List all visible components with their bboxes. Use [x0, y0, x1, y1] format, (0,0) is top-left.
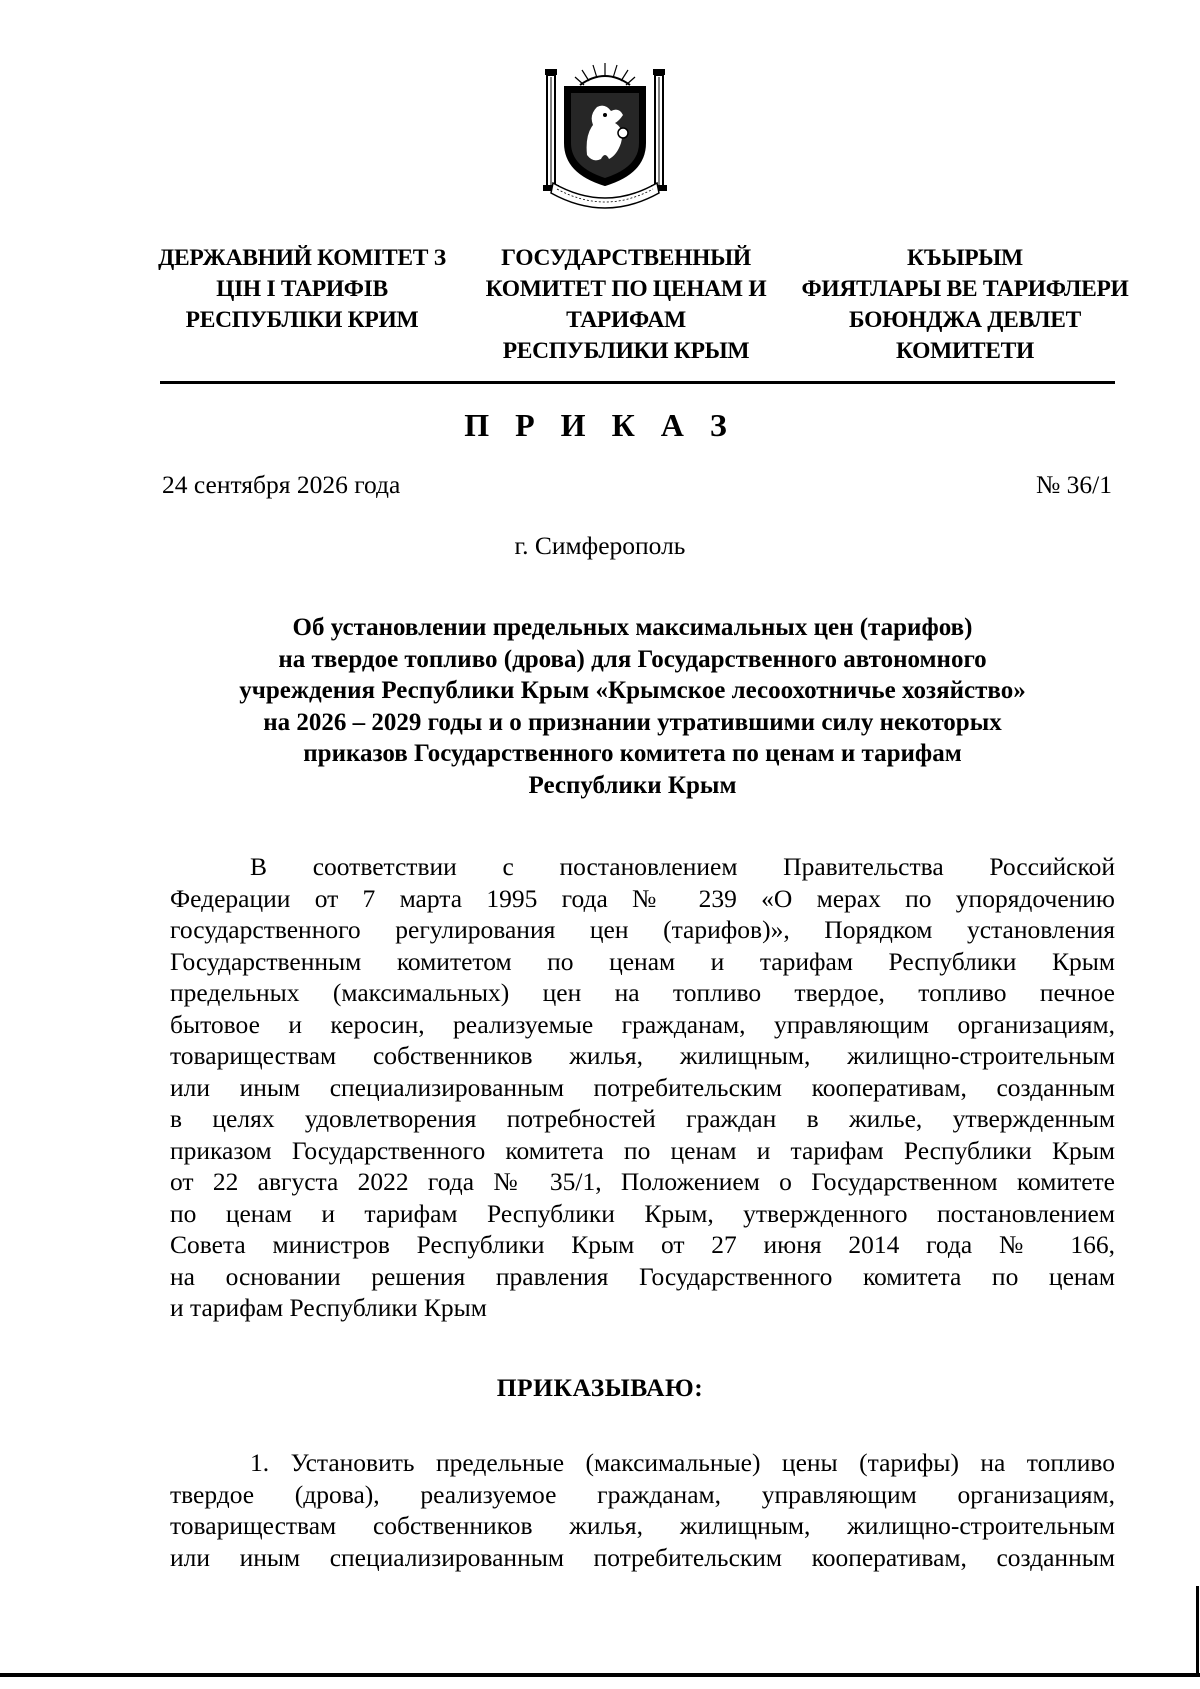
header-ua-line: ЦІН І ТАРИФІВ [216, 276, 388, 302]
scan-bottom-edge [0, 1673, 1200, 1677]
preamble-line: товариществам собственников жилья, жилищным, жилищно-строительным [170, 1041, 1115, 1070]
header-ukrainian-name [152, 243, 452, 336]
preamble-paragraph [170, 851, 1115, 1324]
header-ua-line: ДЕРЖАВНИЙ КОМІТЕТ З [158, 245, 446, 271]
preamble-line: Государственным комитетом по ценам и тарифам Республики Крым [170, 946, 1115, 976]
order-item-1 [170, 1447, 1115, 1573]
preamble-line: от 22 августа 2022 года № 35/1, Положением о Государственном комитете [170, 1167, 1115, 1196]
header-ct-line: КЪЫРЫМ [907, 245, 1023, 271]
item-line: твердое (дрова), реализуемое гражданам, управляющим организациям, [170, 1479, 1115, 1509]
header-russian-name [476, 243, 776, 367]
header-ru-line: РЕСПУБЛИКИ КРЫМ [502, 338, 750, 364]
header-crimean-tatar-name [800, 243, 1130, 367]
item-line: 1. Установить предельные (максимальные) цены (тарифы) на топливо [250, 1448, 1115, 1477]
header-ct-line: КОМИТЕТИ [895, 338, 1035, 364]
preamble-line: по ценам и тарифам Республики Крым, утвержденного постановлением [170, 1198, 1115, 1228]
header-ru-line: КОМИТЕТ ПО ЦЕНАМ И [485, 276, 767, 302]
preamble-line: бытовое и керосин, реализуемые гражданам, управляющим организациям, [170, 1009, 1115, 1039]
preamble-line: предельных (максимальных) цен на топливо твердое, топливо печное [170, 978, 1115, 1007]
item-line: или иным специализированным потребительским кооперативам, созданным [170, 1542, 1115, 1572]
subject-line: на 2026 – 2029 годы и о признании утратившими силу некоторых [263, 708, 1002, 736]
header-divider [160, 381, 1115, 384]
header-ru-line: ТАРИФАМ [566, 307, 686, 333]
preamble-line: приказом Государственного комитета по ценам и тарифам Республики Крым [170, 1135, 1115, 1165]
preamble-line: в целях удовлетворения потребностей граждан в жилье, утвержденным [170, 1104, 1115, 1133]
document-date: 24 сентября 2026 года [162, 470, 401, 499]
order-heading: ПРИКАЗЫВАЮ: [496, 1373, 704, 1402]
preamble-line: и тарифам Республики Крым [170, 1293, 487, 1322]
preamble-line: Федерации от 7 марта 1995 года № 239 «О мерах по упорядочению [170, 883, 1115, 913]
document-number: № 36/1 [1035, 470, 1112, 499]
crimea-coat-of-arms-icon [535, 55, 675, 215]
header-ct-line: ФИЯТЛАРЫ ВЕ ТАРИФЛЕРИ [801, 276, 1129, 302]
preamble-line: государственного регулирования цен (тарифов)», Порядком установления [170, 915, 1115, 944]
preamble-line: В соответствии с постановлением Правительства Российской [250, 852, 1115, 881]
item-line: товариществам собственников жилья, жилищным, жилищно-строительным [170, 1511, 1115, 1540]
scan-edge-mark [1196, 1586, 1199, 1676]
header-ua-line: РЕСПУБЛІКИ КРИМ [185, 307, 419, 333]
subject-line: Об установлении предельных максимальных цен (тарифов) [292, 614, 973, 641]
subject-line: Республики Крым [528, 771, 737, 799]
subject-line: приказов Государственного комитета по ценам и тарифам [303, 740, 962, 767]
document-city: г. Симферополь [514, 531, 686, 560]
preamble-line: на основании решения правления Государственного комитета по ценам [170, 1261, 1115, 1291]
document-subject [150, 612, 1115, 801]
preamble-line: Совета министров Республики Крым от 27 июня 2014 года № 166, [170, 1230, 1115, 1259]
document-title: П Р И К А З [464, 407, 736, 443]
preamble-line: или иным специализированным потребительским кооперативам, созданным [170, 1072, 1115, 1102]
header-ru-line: ГОСУДАРСТВЕННЫЙ [501, 245, 751, 271]
subject-line: на твердое топливо (дрова) для Государственного автономного [278, 645, 987, 673]
header-ct-line: БОЮНДЖА ДЕВЛЕТ [849, 307, 1081, 333]
subject-line: учреждения Республики Крым «Крымское лесоохотничье хозяйство» [239, 677, 1026, 704]
